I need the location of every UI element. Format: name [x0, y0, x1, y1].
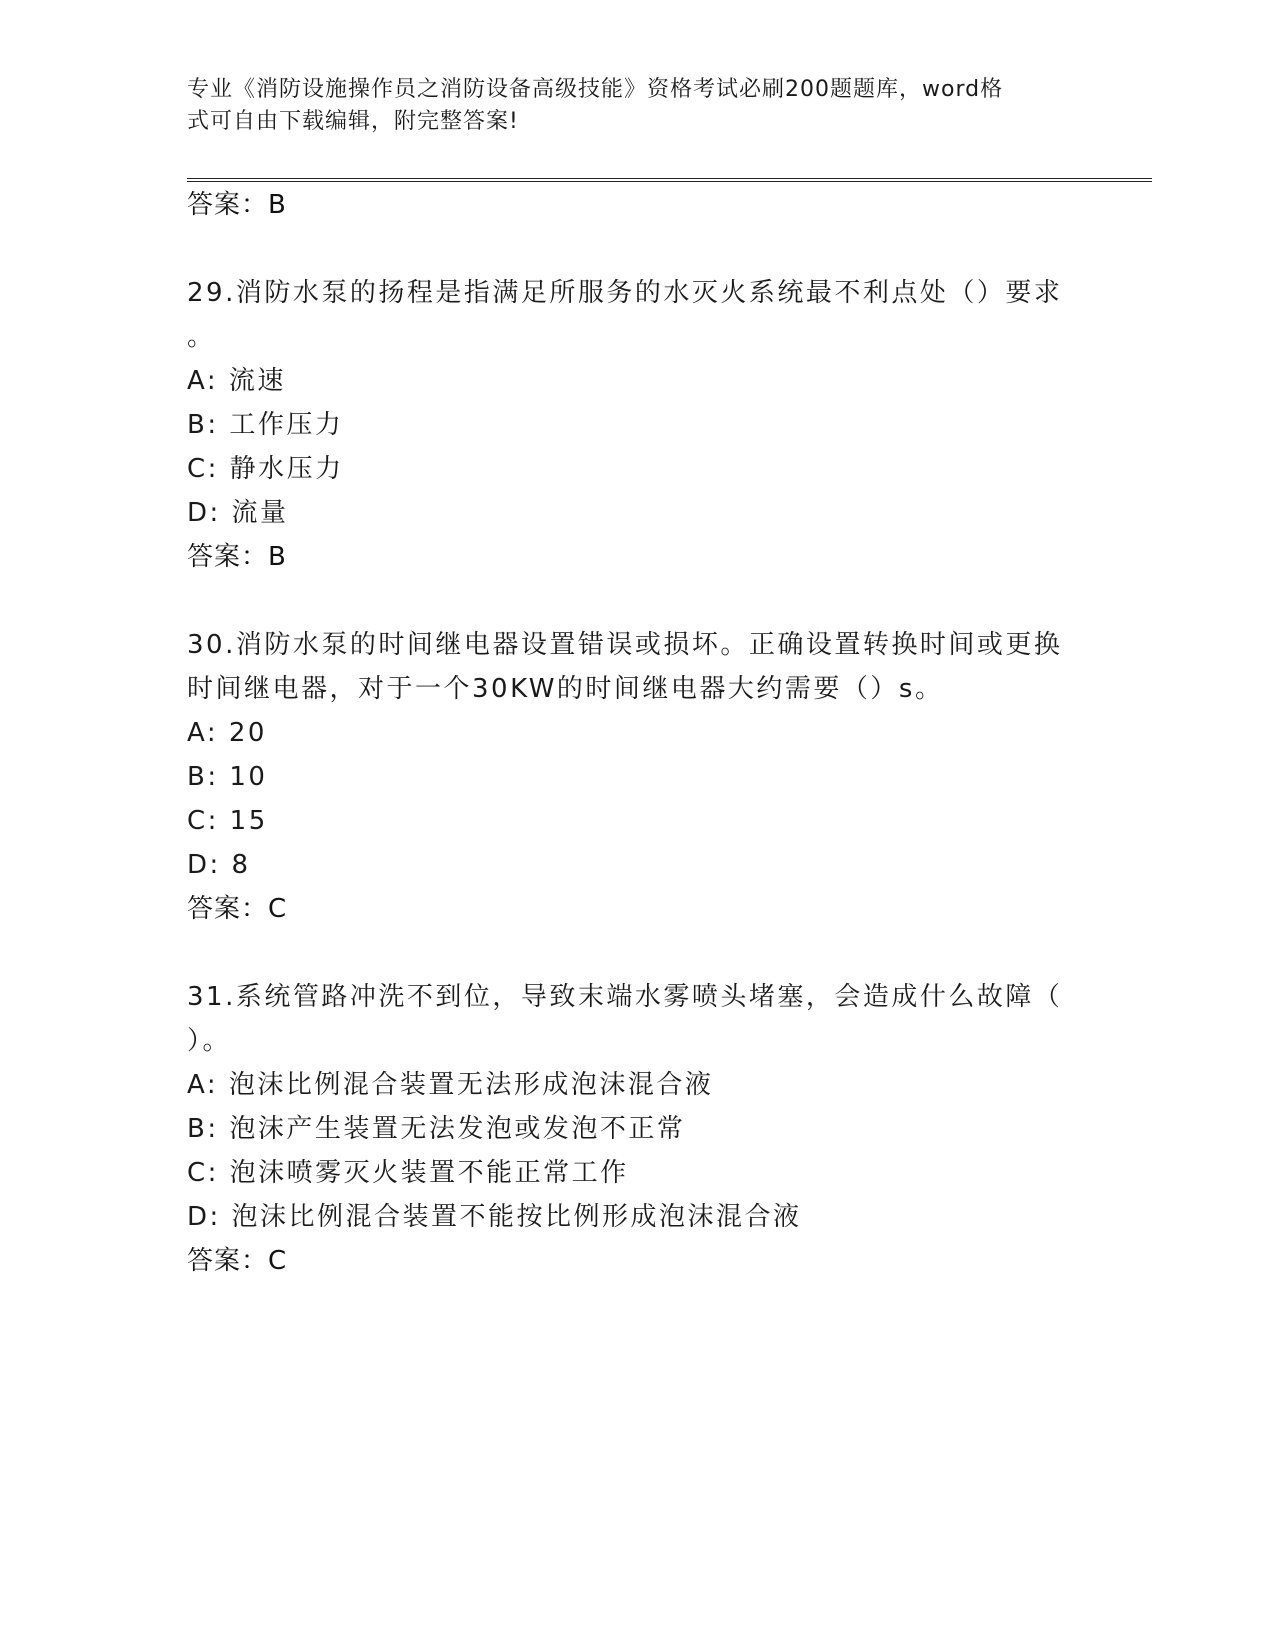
question-31-answer: 答案：C [187, 1246, 288, 1276]
question-29-option-d: D: 流量 [187, 498, 289, 528]
question-31-option-c: C: 泡沫喷雾灭火装置不能正常工作 [187, 1158, 629, 1188]
question-30-answer: 答案：C [187, 894, 288, 924]
question-31-option-a: A: 泡沫比例混合装置无法形成泡沫混合液 [187, 1070, 714, 1100]
question-31-stem-line-2: ）。 [187, 1026, 232, 1056]
question-30-option-c: C: 15 [187, 806, 268, 836]
question-29-stem-line-1: 29.消防水泵的扬程是指满足所服务的水灭火系统最不利点处（）要求 [187, 278, 1063, 308]
question-31-option-b: B: 泡沫产生装置无法发泡或发泡不正常 [187, 1114, 686, 1144]
question-29-option-c: C: 静水压力 [187, 454, 344, 484]
question-29-option-a: A: 流速 [187, 366, 286, 396]
question-30-option-d: D: 8 [187, 850, 251, 880]
question-30-stem-line-2: 时间继电器，对于一个30KW的时间继电器大约需要（）s。 [187, 674, 944, 704]
header-double-rule [187, 178, 1152, 182]
question-30-stem-line-1: 30.消防水泵的时间继电器设置错误或损坏。正确设置转换时间或更换 [187, 630, 1063, 660]
question-30-option-b: B: 10 [187, 762, 268, 792]
question-29-option-b: B: 工作压力 [187, 410, 344, 440]
question-31-stem-line-1: 31.系统管路冲洗不到位，导致末端水雾喷头堵塞，会造成什么故障（ [187, 982, 1063, 1012]
question-30-option-a: A: 20 [187, 718, 267, 748]
previous-answer: 答案：B [187, 190, 287, 220]
document-header [187, 74, 1087, 138]
question-29-stem-line-2: 。 [187, 322, 216, 352]
header-line-1: 专业《消防设施操作员之消防设备高级技能》资格考试必刷200题题库，word格 [187, 77, 1004, 102]
header-line-2: 式可自由下载编辑，附完整答案! [187, 109, 519, 134]
question-31-option-d: D: 泡沫比例混合装置不能按比例形成泡沫混合液 [187, 1202, 802, 1232]
question-29-answer: 答案：B [187, 542, 287, 572]
